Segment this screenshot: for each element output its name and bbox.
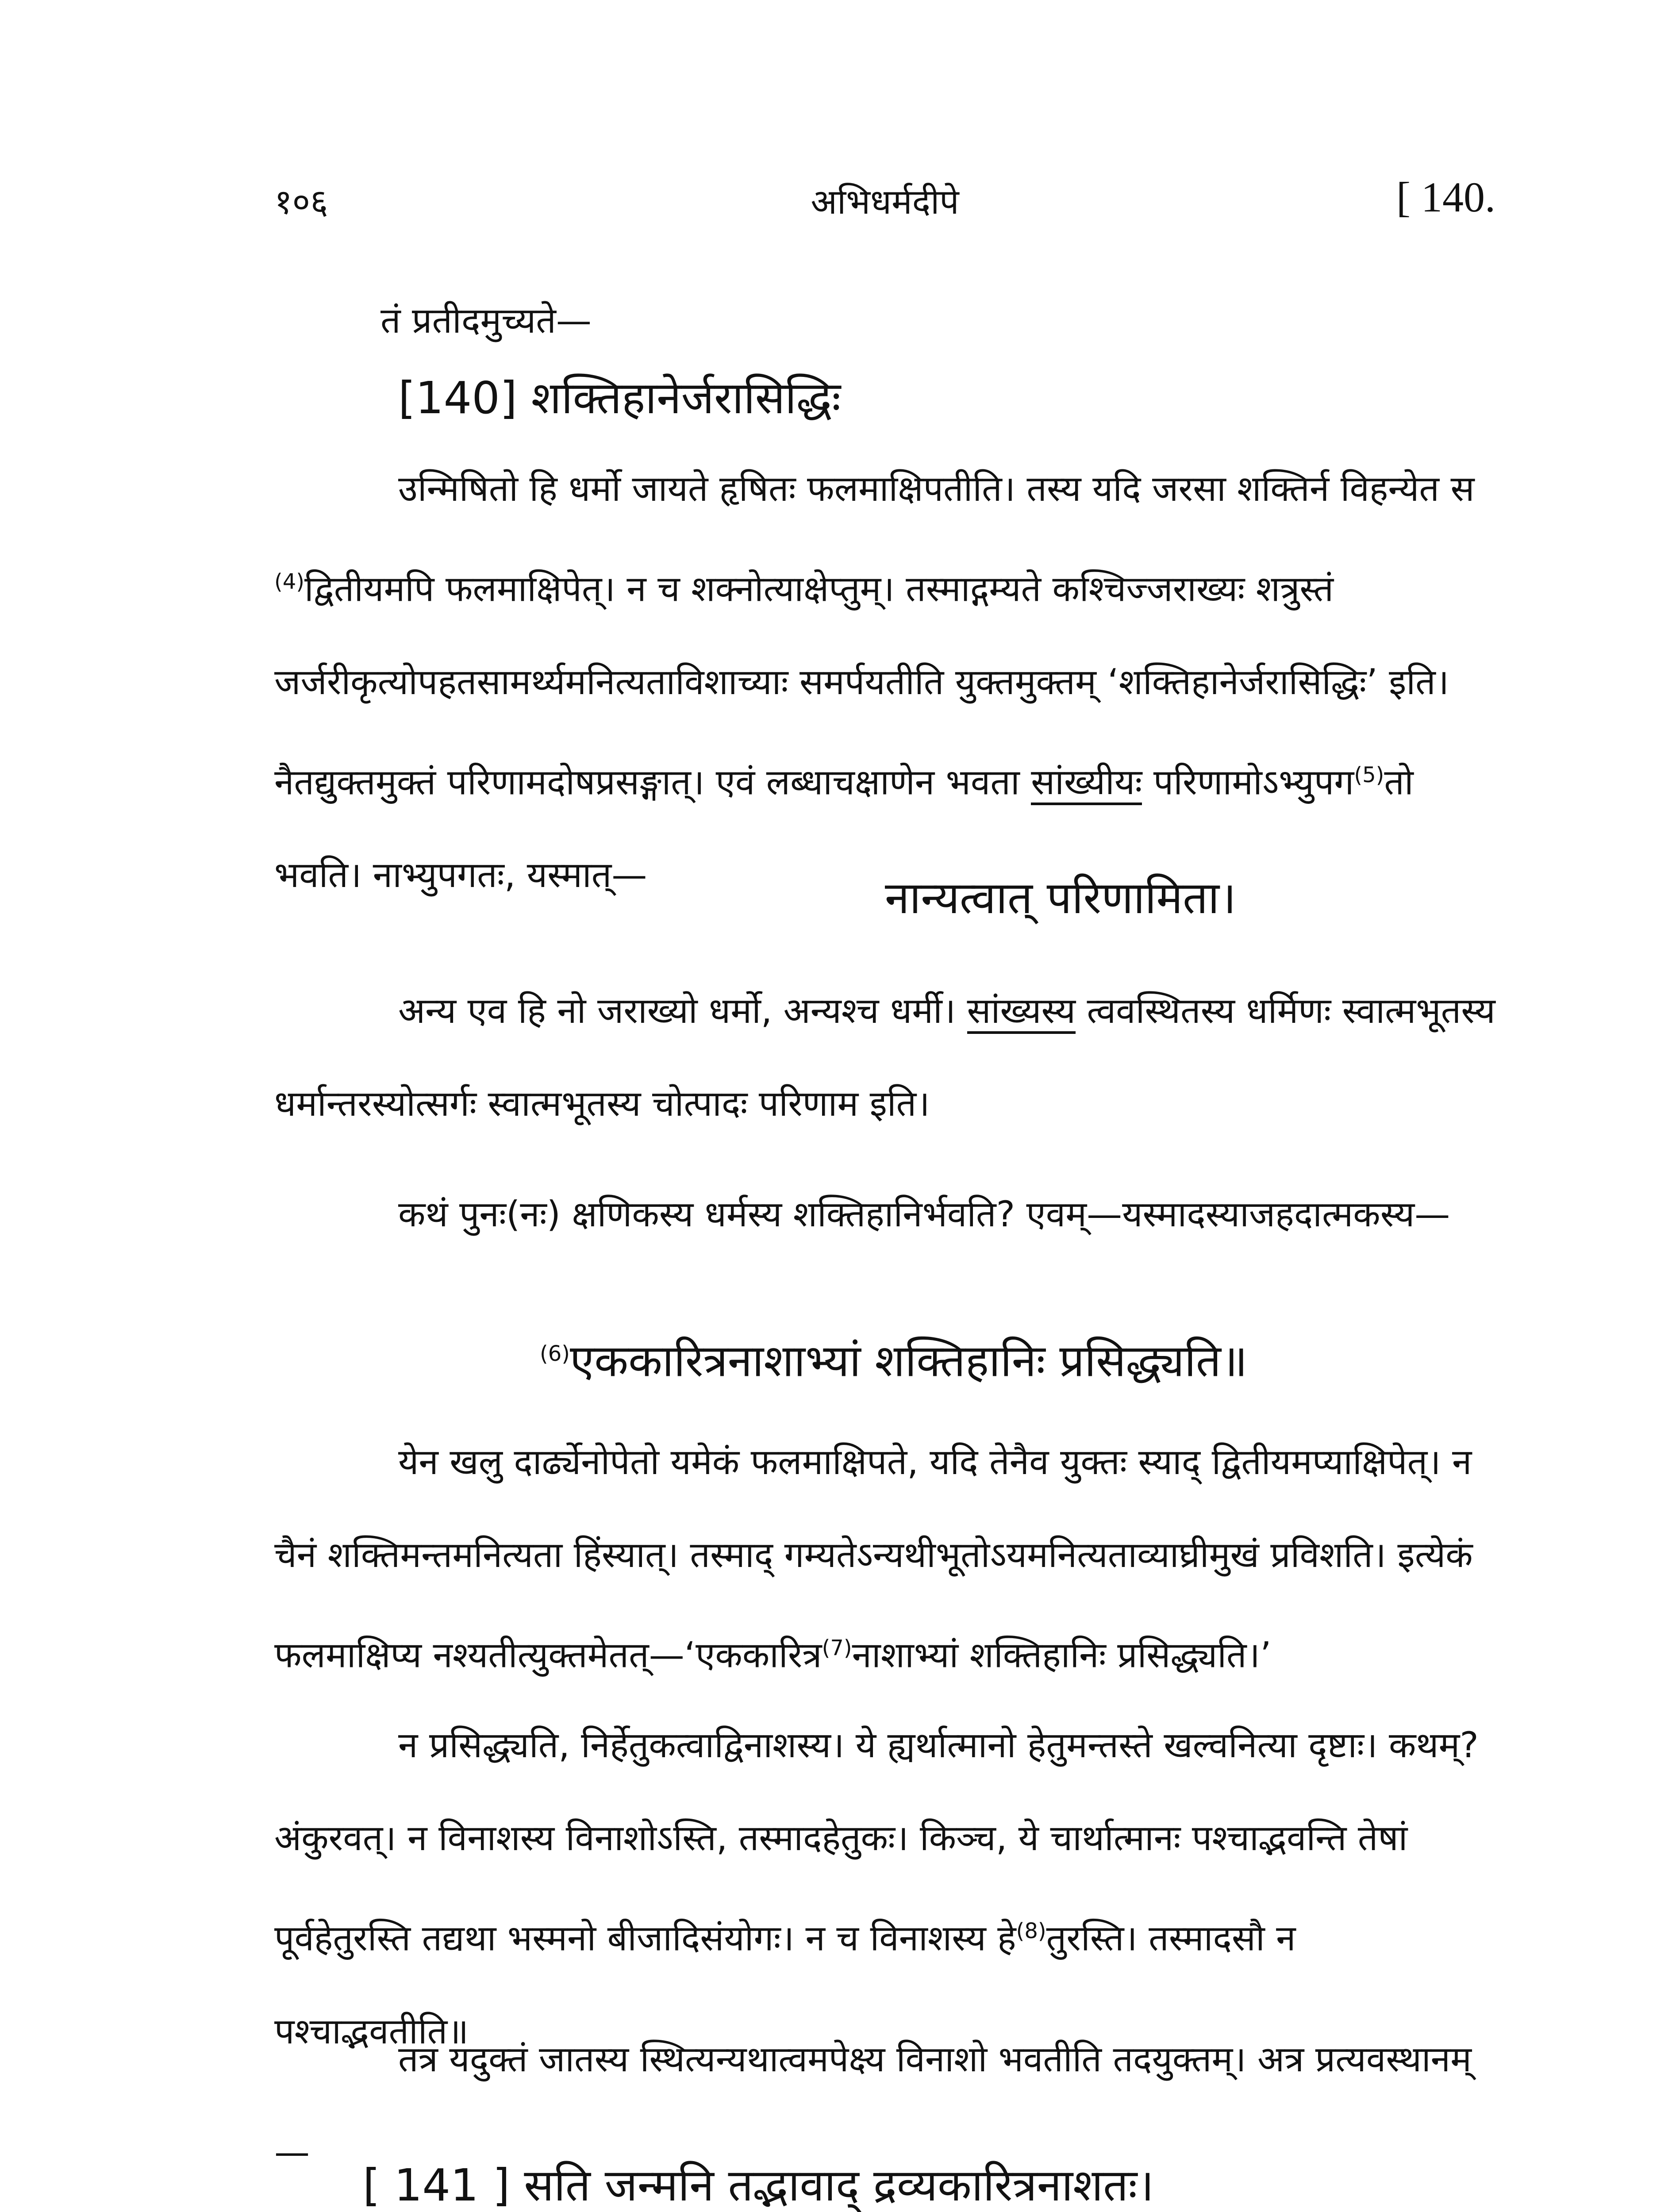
paragraph-2-text-a: अन्य एव हि नो जराख्यो धर्मो, अन्यश्च धर्मी। bbox=[398, 990, 967, 1031]
line-nanyatvat: नान्यत्वात् परिणामिता। bbox=[885, 872, 1236, 924]
paragraph-1 bbox=[274, 442, 1495, 922]
footnote-marker-5: (5) bbox=[1354, 762, 1384, 787]
paragraph-6: तत्र यदुक्तं जातस्य स्थित्यन्यथात्वमपेक्ष्य विनाशो भवतीति तदयुक्तम्। अत्र प्रत्यवस्थानम्— bbox=[274, 2039, 1472, 2173]
section-number: [ 140. bbox=[1396, 173, 1495, 221]
paragraph-1-text-b: द्वितीयमपि फलमाक्षिपेत्। न च शक्नोत्याक्षेप्तुम्। तस्माद्गम्यते कश्चिज्जराख्यः शत्रुस्तं जर्जरीकृत्योपहतसामर्थ्यमनित्यताविशाच्याः समर्पयतीति युक्तमुक्तम् ‘शक्तिहानेर्जरासिद्धिः’ इति। नैतद्युक्तमुक्तं परिणामदोषप्रसङ्गात्। एवं लब्धाचक्षाणेन भवता bbox=[274, 568, 1449, 803]
paragraph-1-text-a: उन्मिषितो हि धर्मो जायते हृषितः फलमाक्षिपतीति। तस्य यदि जरसा शक्तिर्न विहन्येत स bbox=[398, 468, 1475, 509]
underlined-term-sankhyiya: सांख्यीयः bbox=[1031, 761, 1142, 805]
paragraph-2 bbox=[274, 964, 1495, 1150]
underlined-term-sankhyasya: सांख्यस्य bbox=[967, 990, 1076, 1034]
page-number: १०६ bbox=[274, 182, 328, 222]
footnote-marker-7: (7) bbox=[822, 1636, 852, 1660]
verse-ekakaritra-text: एककारित्रनाशाभ्यां शक्तिहानिः प्रसिद्ध्यति॥ bbox=[570, 1335, 1248, 1387]
running-title: अभिधर्मदीपे bbox=[811, 182, 959, 222]
paragraph-4-text-b: नाशाभ्यां शक्तिहानिः प्रसिद्ध्यति।’ bbox=[852, 1634, 1272, 1676]
page-header bbox=[274, 173, 1495, 234]
paragraph-1-text-c: परिणामोऽभ्युपग bbox=[1142, 761, 1354, 803]
intro-line: तं प्रतीदमुच्यते— bbox=[381, 300, 592, 341]
verse-ekakaritra bbox=[540, 1323, 1248, 1392]
paragraph-3: कथं पुनः(नः) क्षणिकस्य धर्मस्य शक्तिहानिर्भवति? एवम्—यस्मादस्याजहदात्मकस्य— bbox=[398, 1194, 1450, 1235]
verse-141-line-1: सति जन्मनि तद्भावाद् द्रव्यकारित्रनाशतः। bbox=[524, 2159, 1154, 2211]
paragraph-1-text-d: तो भवति। नाभ्युपगतः, यस्मात्— bbox=[274, 761, 1414, 896]
verse-141-number: [ 141 ] bbox=[363, 2159, 510, 2211]
verse-141 bbox=[363, 2154, 1154, 2212]
paragraph-2-text-b: त्ववस्थितस्य धर्मिणः स्वात्मभूतस्य धर्मान्तरस्योत्सर्गः स्वात्मभूतस्य चोत्पादः परिणाम इति। bbox=[274, 990, 1495, 1124]
footnote-marker-8: (8) bbox=[1016, 1919, 1046, 1943]
paragraph-4 bbox=[274, 1416, 1495, 1702]
paragraph-4-text-a: येन खलु दार्ढ्येनोपेतो यमेकं फलमाक्षिपते, यदि तेनैव युक्तः स्याद् द्वितीयमप्याक्षिपेत्। न चैनं शक्तिमन्तमनित्यता हिंस्यात्। तस्माद् गम्यतेऽन्यथीभूतोऽयमनित्यताव्याघ्रीमुखं प्रविशति। इत्येकं फलमाक्षिप्य नश्यतीत्युक्तमेतत्—‘एककारित्र bbox=[274, 1441, 1473, 1676]
paragraph-5-text-a: न प्रसिद्ध्यति, निर्हेतुकत्वाद्विनाशस्य। ये ह्यर्थात्मानो हेतुमन्तस्ते खल्वनित्या दृष्टाः। कथम्? अंकुरवत्। न विनाशस्य विनाशोऽस्ति, तस्मादहेतुकः। किञ्च, ये चार्थात्मानः पश्चाद्भवन्ति तेषां पूर्वहेतुरस्ति तद्यथा भस्मनो बीजादिसंयोगः। न च विनाशस्य हे bbox=[274, 1724, 1479, 1959]
paragraph-5-text-b: तुरस्ति। तस्मादसौ न पश्चाद्भवतीति॥ bbox=[274, 1917, 1296, 2052]
verse-140: [140] शक्तिहानेर्जरासिद्धिः bbox=[398, 372, 841, 424]
footnote-marker-4: (4) bbox=[274, 569, 304, 594]
footnote-marker-6: (6) bbox=[540, 1341, 570, 1366]
